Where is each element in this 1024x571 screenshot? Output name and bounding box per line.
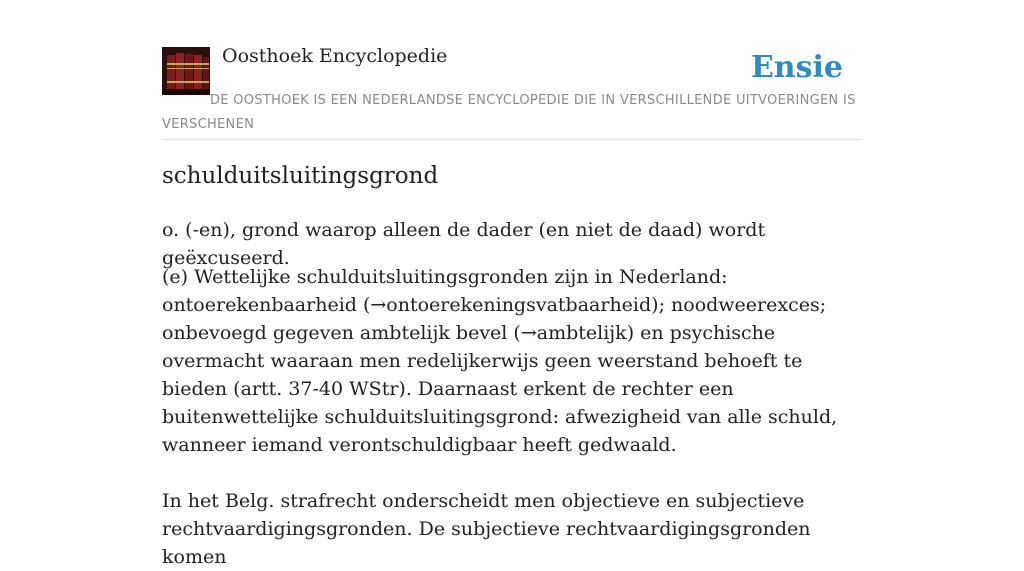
encyclopedia-avatar[interactable] [162,47,210,95]
book-spines-icon [162,47,210,95]
entry-paragraph: In het Belg. strafrecht onderscheidt men objectieve en subjectieve rechtvaardigingsgronden. De subjectieve rechtvaardigingsgronden komen [162,490,811,568]
site-tagline: DE OOSTHOEK IS EEN NEDERLANDSE ENCYCLOPEDIE DIE IN VERSCHILLENDE UITVOERINGEN IS VERSCHENEN [162,93,856,132]
paragraph-gap [162,459,862,487]
ensie-logo[interactable]: Ensie [750,50,843,85]
page [162,0,862,568]
site-name[interactable]: Oosthoek Encyclopedie [222,45,448,67]
header-divider [162,139,862,140]
entry-body [162,263,862,571]
entry-definition: o. (-en), grond waarop alleen de dader (en niet de daad) wordt geëxcuseerd. [162,219,766,269]
entry-title: schulduitsluitingsgrond [162,163,439,189]
entry-paragraph: (e) Wettelijke schulduitsluitingsgronden zijn in Nederland: ontoerekenbaarheid (→ontoerekeningsvatbaarheid); noodweerexces; onbevoegd gegeven ambtelijk bevel (→ambtelijk) en psychische overmacht waaraan men redelijkerwijs geen weerstand behoeft te bieden (artt. 37-40 WStr). Daarnaast erkent de rechter een buitenwettelijke schulduitsluitingsgrond: afwezigheid van alle schuld, wanneer iemand verontschuldigbaar heeft gedwaald. [162,266,838,456]
